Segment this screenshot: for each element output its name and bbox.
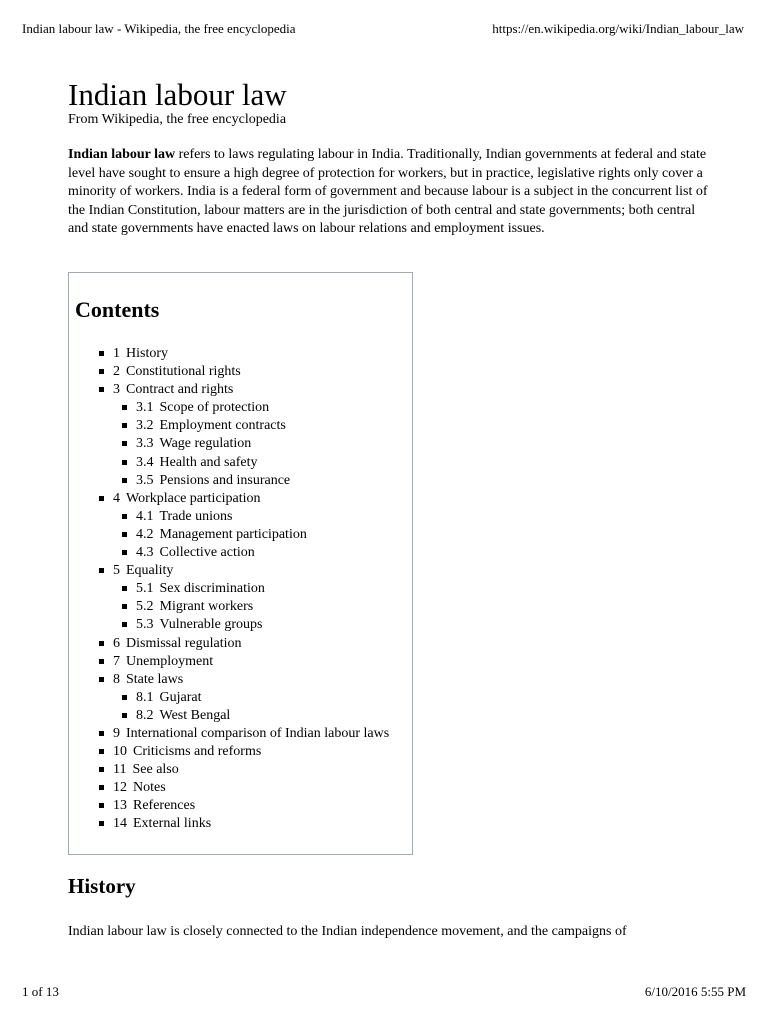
toc-list	[99, 345, 389, 834]
toc-item-number: 9	[113, 725, 120, 741]
toc-item[interactable]	[122, 689, 389, 707]
toc-item-label[interactable]: Management participation	[159, 526, 307, 542]
toc-item-number: 3.4	[136, 454, 154, 470]
toc-item-label[interactable]: West Bengal	[159, 707, 231, 723]
square-bullet-icon	[122, 550, 127, 555]
toc-item[interactable]	[99, 345, 389, 363]
toc-item-number: 3.1	[136, 400, 154, 416]
toc-item-label[interactable]: Sex discrimination	[159, 581, 265, 597]
toc-item[interactable]	[122, 526, 389, 544]
toc-item-label[interactable]: Notes	[133, 780, 166, 796]
toc-item-number: 7	[113, 653, 120, 669]
toc-item[interactable]	[122, 508, 389, 526]
toc-item-label[interactable]: Trade unions	[159, 508, 233, 524]
toc-item-label[interactable]: Constitutional rights	[126, 364, 241, 380]
intro-paragraph	[68, 146, 708, 239]
section-heading-history: History	[68, 874, 136, 898]
toc-item-label[interactable]: Vulnerable groups	[159, 617, 263, 633]
toc-item[interactable]	[99, 635, 389, 653]
toc-item-label[interactable]: Criticisms and reforms	[133, 744, 262, 760]
square-bullet-icon	[122, 460, 127, 465]
toc-sublist-container	[99, 399, 389, 489]
toc-sublist	[122, 508, 389, 562]
table-of-contents	[68, 272, 413, 855]
toc-item-label[interactable]: Health and safety	[159, 454, 258, 470]
toc-item-number: 13	[113, 798, 127, 814]
toc-item-number: 3	[113, 382, 120, 398]
toc-item-label[interactable]: Pensions and insurance	[159, 472, 291, 488]
toc-sublist	[122, 399, 389, 489]
square-bullet-icon	[99, 731, 104, 736]
toc-item-number: 4.3	[136, 545, 154, 561]
toc-item-number: 1	[113, 346, 120, 361]
toc-item-label[interactable]: Contract and rights	[126, 382, 234, 398]
toc-item[interactable]	[122, 435, 389, 453]
toc-item-number: 3.5	[136, 472, 154, 488]
toc-item-number: 10	[113, 744, 127, 760]
square-bullet-icon	[122, 532, 127, 537]
toc-item-label[interactable]: Scope of protection	[159, 400, 270, 416]
toc-item-number: 6	[113, 635, 120, 651]
toc-sublist-container	[99, 508, 389, 562]
toc-item[interactable]	[122, 707, 389, 725]
toc-item[interactable]	[99, 490, 389, 508]
square-bullet-icon	[99, 803, 104, 808]
square-bullet-icon	[99, 677, 104, 682]
toc-item-number: 5	[113, 563, 120, 579]
print-datetime: 6/10/2016 5:55 PM	[644, 984, 746, 999]
toc-item[interactable]	[122, 580, 389, 598]
toc-item[interactable]	[122, 544, 389, 562]
toc-item-label[interactable]: State laws	[126, 671, 184, 687]
toc-item-label[interactable]: Dismissal regulation	[126, 635, 242, 651]
toc-item-label[interactable]: See also	[132, 762, 179, 778]
page-url[interactable]: https://en.wikipedia.org/wiki/Indian_labour_law	[492, 21, 744, 36]
toc-item-label[interactable]: Employment contracts	[159, 418, 286, 434]
square-bullet-icon	[99, 767, 104, 772]
toc-item-label[interactable]: History	[126, 346, 168, 361]
toc-item[interactable]	[99, 761, 389, 779]
toc-item-number: 4.1	[136, 508, 154, 524]
toc-item[interactable]	[99, 671, 389, 689]
toc-item-number: 4.2	[136, 526, 154, 542]
toc-item-label[interactable]: Collective action	[159, 545, 255, 561]
square-bullet-icon	[99, 351, 104, 356]
toc-item-number: 8	[113, 671, 120, 687]
toc-item-label[interactable]: Wage regulation	[159, 436, 252, 452]
square-bullet-icon	[122, 713, 127, 718]
toc-item-label[interactable]: Migrant workers	[159, 599, 254, 615]
toc-item-number: 14	[113, 816, 127, 832]
toc-item[interactable]	[99, 797, 389, 815]
toc-item-label[interactable]: Workplace participation	[126, 490, 261, 506]
toc-item-number: 8.1	[136, 689, 154, 705]
toc-item-number: 11	[113, 762, 127, 778]
toc-item-label[interactable]: External links	[133, 816, 212, 832]
toc-item[interactable]	[122, 417, 389, 435]
square-bullet-icon	[99, 568, 104, 573]
history-paragraph: Indian labour law is closely connected to the Indian independence movement, and the campaigns of	[68, 924, 627, 939]
toc-sublist	[122, 689, 389, 725]
toc-item[interactable]	[99, 562, 389, 580]
toc-item[interactable]	[99, 743, 389, 761]
toc-item-number: 12	[113, 780, 127, 796]
toc-item[interactable]	[99, 779, 389, 797]
square-bullet-icon	[122, 586, 127, 591]
toc-item-label[interactable]: International comparison of Indian labour laws	[126, 725, 390, 741]
toc-item[interactable]	[122, 454, 389, 472]
square-bullet-icon	[122, 514, 127, 519]
square-bullet-icon	[122, 423, 127, 428]
square-bullet-icon	[122, 604, 127, 609]
toc-item-number: 3.2	[136, 418, 154, 434]
toc-item-label[interactable]: Equality	[126, 563, 174, 579]
toc-item[interactable]	[99, 653, 389, 671]
toc-item-label[interactable]: Gujarat	[159, 689, 202, 705]
square-bullet-icon	[122, 622, 127, 627]
toc-item-label[interactable]: References	[133, 798, 196, 814]
toc-item[interactable]	[99, 725, 389, 743]
page-number: 1 of 13	[22, 984, 59, 999]
toc-item[interactable]	[99, 381, 389, 399]
toc-item-number: 3.3	[136, 436, 154, 452]
square-bullet-icon	[99, 387, 104, 392]
square-bullet-icon	[122, 478, 127, 483]
toc-sublist-container	[99, 689, 389, 725]
toc-sublist	[122, 580, 389, 634]
square-bullet-icon	[122, 695, 127, 700]
toc-item[interactable]	[99, 815, 389, 833]
square-bullet-icon	[99, 641, 104, 646]
toc-sublist-container	[99, 580, 389, 634]
toc-item-number: 4	[113, 490, 120, 506]
toc-item-number: 5.3	[136, 617, 154, 633]
article-title: Indian labour law	[68, 77, 287, 112]
intro-bold-term: Indian labour law	[68, 147, 176, 162]
square-bullet-icon	[99, 496, 104, 501]
toc-item[interactable]	[122, 616, 389, 634]
toc-item-number: 5.2	[136, 599, 154, 615]
toc-item[interactable]	[122, 472, 389, 490]
toc-item-label[interactable]: Unemployment	[126, 653, 214, 669]
square-bullet-icon	[122, 441, 127, 446]
toc-title: Contents	[75, 297, 160, 322]
square-bullet-icon	[122, 405, 127, 410]
square-bullet-icon	[99, 369, 104, 374]
toc-item-number: 2	[113, 364, 120, 380]
toc-item[interactable]	[99, 363, 389, 381]
intro-text: refers to laws regulating labour in India. Traditionally, Indian governments at federal and state level have sought to ensure a high degree of protection for workers, but in practice, legislative rights only cover a minority of workers. India is a federal form of government and because labour is a subject in the concurrent list of the Indian Constitution, labour matters are in the jurisdiction of both central and state governments; both central and state governments have enacted laws on labour relations and employment issues.	[68, 147, 708, 236]
square-bullet-icon	[99, 821, 104, 826]
toc-item[interactable]	[122, 598, 389, 616]
toc-item-number: 5.1	[136, 581, 154, 597]
square-bullet-icon	[99, 659, 104, 664]
square-bullet-icon	[99, 749, 104, 754]
toc-item[interactable]	[122, 399, 389, 417]
toc-item-number: 8.2	[136, 707, 154, 723]
article-subtitle: From Wikipedia, the free encyclopedia	[68, 112, 287, 127]
square-bullet-icon	[99, 785, 104, 790]
browser-page-title: Indian labour law - Wikipedia, the free encyclopedia	[22, 21, 296, 36]
